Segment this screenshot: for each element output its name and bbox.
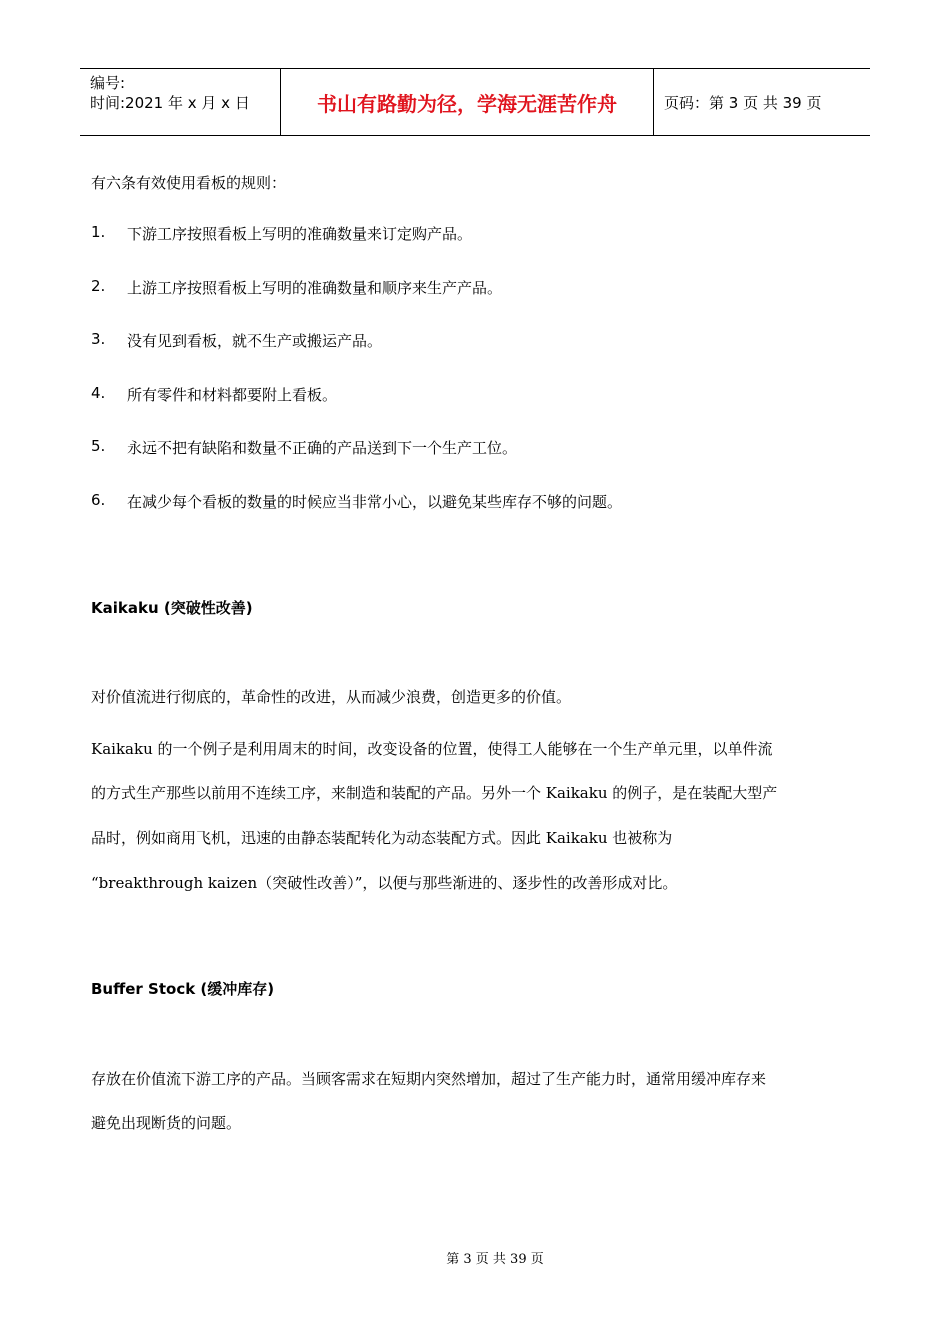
paragraph-line: 存放在价值流下游工序的产品。当顾客需求在短期内突然增加，超过了生产能力时，通常用缓冲库存来 xyxy=(91,1070,767,1088)
paragraph-line: 避免出现断货的问题。 xyxy=(91,1114,242,1132)
rule-text: 下游工序按照看板上写明的准确数量来订定购产品。 xyxy=(127,225,473,243)
time-label: 时间:2021 年 x 月 x 日 xyxy=(90,94,250,112)
rule-number: 1. xyxy=(91,223,106,241)
rule-number: 6. xyxy=(91,491,106,509)
paragraph-line: “breakthrough kaizen（突破性改善）”，以便与那些渐进的、逐步性的改善形成对比。 xyxy=(91,874,678,892)
page-footer xyxy=(0,1248,950,1267)
paragraph-line: 品时，例如商用飞机，迅速的由静态装配转化为动态装配方式。因此 Kaikaku 也被称为 xyxy=(91,829,673,847)
rule-text: 所有零件和材料都要附上看板。 xyxy=(127,386,338,404)
rule-number: 5. xyxy=(91,437,106,455)
rule-text: 上游工序按照看板上写明的准确数量和顺序来生产产品。 xyxy=(127,279,503,297)
rule-text: 在减少每个看板的数量的时候应当非常小心，以避免某些库存不够的问题。 xyxy=(127,493,623,511)
rule-text: 永远不把有缺陷和数量不正确的产品送到下一个生产工位。 xyxy=(127,439,518,457)
kaikaku-definition: 对价值流进行彻底的，革命性的改进，从而减少浪费，创造更多的价值。 xyxy=(91,688,572,706)
code-label: 编号: xyxy=(90,74,126,92)
section-heading-kaikaku: Kaikaku (突破性改善) xyxy=(91,599,253,617)
rules-intro: 有六条有效使用看板的规则： xyxy=(91,174,287,192)
header-motto: 书山有路勤为径，学海无涯苦作舟 xyxy=(281,69,654,135)
rule-text: 没有见到看板，就不生产或搬运产品。 xyxy=(127,332,383,350)
paragraph-line: Kaikaku 的一个例子是利用周末的时间，改变设备的位置，使得工人能够在一个生产单元里，以单件流 xyxy=(91,740,773,758)
rule-number: 3. xyxy=(91,330,106,348)
paragraph-line: 的方式生产那些以前用不连续工序，来制造和装配的产品。另外一个 Kaikaku 的例子，是在装配大型产 xyxy=(91,784,778,802)
footer-page-number: 第 3 页 共 39 页 xyxy=(446,1252,544,1267)
section-heading-buffer-stock: Buffer Stock (缓冲库存) xyxy=(91,980,275,998)
rule-number: 2. xyxy=(91,277,106,295)
header-page-info: 页码：第 3 页 共 39 页 xyxy=(664,93,822,112)
document-header xyxy=(80,68,870,136)
header-meta xyxy=(80,69,281,135)
rule-number: 4. xyxy=(91,384,106,402)
